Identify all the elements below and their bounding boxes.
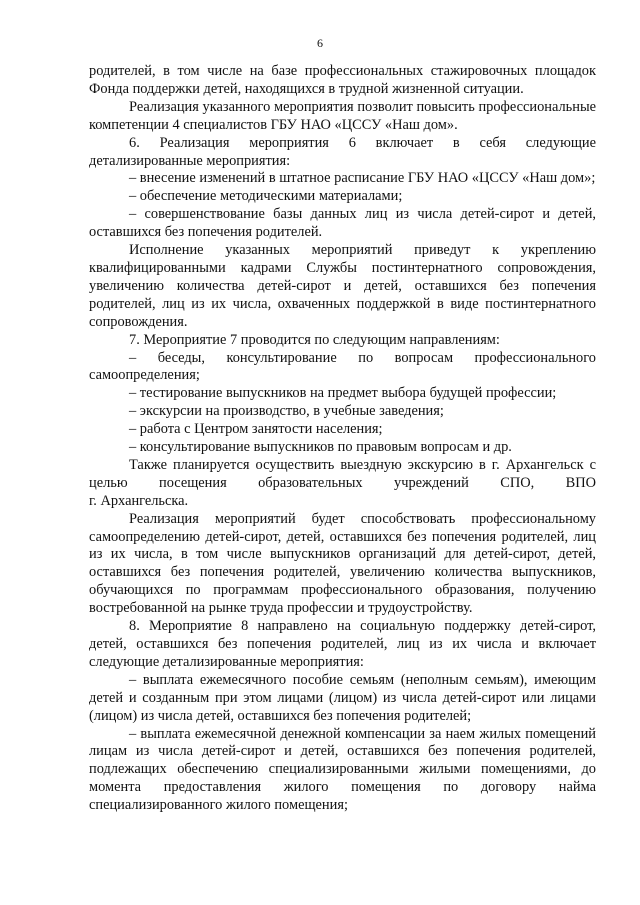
paragraph-arkhangelsk-city: г. Архангельска. bbox=[89, 492, 189, 509]
list-item-database: – совершенствование базы данных лиц из числа детей-сирот и детей, оставшихся без попечения родителей. bbox=[89, 206, 596, 241]
page-number: 6 bbox=[317, 36, 323, 50]
list-item-staffing: – внесение изменений в штатное расписание ГБУ НАО «ЦССУ «Наш дом»; bbox=[129, 170, 596, 187]
paragraph-measure-6: 6. Реализация мероприятия 6 включает в себя следующие детализированные мероприятия: bbox=[89, 134, 596, 169]
list-item-housing-compensation: – выплата ежемесячной денежной компенсации за наем жилых помещений лицам из числа детей-сирот и детей, оставшихся без попечения родителей, подлежащих обеспечению специализированными жилыми помещениями, до момента предоставления жилого помещения по договору найма специализированного жилого помещения; bbox=[89, 725, 596, 814]
list-item-conversations: – беседы, консультирование по вопросам профессионального самоопределения; bbox=[89, 349, 596, 384]
paragraph-measure-7: 7. Мероприятие 7 проводится по следующим направлениям: bbox=[129, 331, 500, 348]
list-item-legal-consulting: – консультирование выпускников по правовым вопросам и др. bbox=[129, 439, 512, 456]
paragraph-continuation: родителей, в том числе на базе профессиональных стажировочных площадок Фонда поддержки детей, находящихся в трудной жизненной ситуации. bbox=[89, 63, 596, 97]
list-item-excursions: – экскурсии на производство, в учебные заведения; bbox=[129, 403, 444, 420]
paragraph-execution: Исполнение указанных мероприятий приведут к укреплению квалифицированными кадрами Службы постинтернатного сопровождения, увеличению количества детей-сирот и детей, оставшихся без попечения родителей, лиц из их числа, охваченных поддержкой в виде постинтернатного сопровождения. bbox=[89, 242, 596, 330]
paragraph-self-determination: Реализация мероприятий будет способствовать профессиональному самоопределению детей-сирот, детей, оставшихся без попечения родителей, лиц из их числа, в том числе выпускников организаций для детей-сирот, детей, оставшихся без попечения родителей, увеличению количества выпускников, обучающихся по программам профессионального образования, получению востребованной на рынке труда профессии и трудоустройству. bbox=[89, 510, 596, 617]
list-item-testing: – тестирование выпускников на предмет выбора будущей профессии; bbox=[129, 385, 557, 402]
list-item-employment-center: – работа с Центром занятости населения; bbox=[129, 421, 383, 438]
list-item-materials: – обеспечение методическими материалами; bbox=[129, 188, 403, 205]
document-body bbox=[89, 63, 596, 815]
paragraph-competence: Реализация указанного мероприятия позволит повысить профессиональные компетенции 4 специалистов ГБУ НАО «ЦССУ «Наш дом». bbox=[89, 98, 596, 133]
paragraph-measure-8: 8. Мероприятие 8 направлено на социальную поддержку детей-сирот, детей, оставшихся без попечения родителей, лиц из их числа и включает следующие детализированные мероприятия: bbox=[89, 618, 596, 670]
paragraph-arkhangelsk-trip: Также планируется осуществить выездную экскурсию в г. Архангельск с целью посещения образовательных учреждений СПО, ВПО bbox=[89, 456, 596, 491]
list-item-monthly-allowance: – выплата ежемесячного пособие семьям (неполным семьям), имеющим детей и созданным при этом лицами (лицом) из числа детей-сирот или лицами (лицом) из числа детей, оставшихся без попечения родителей; bbox=[89, 671, 596, 724]
